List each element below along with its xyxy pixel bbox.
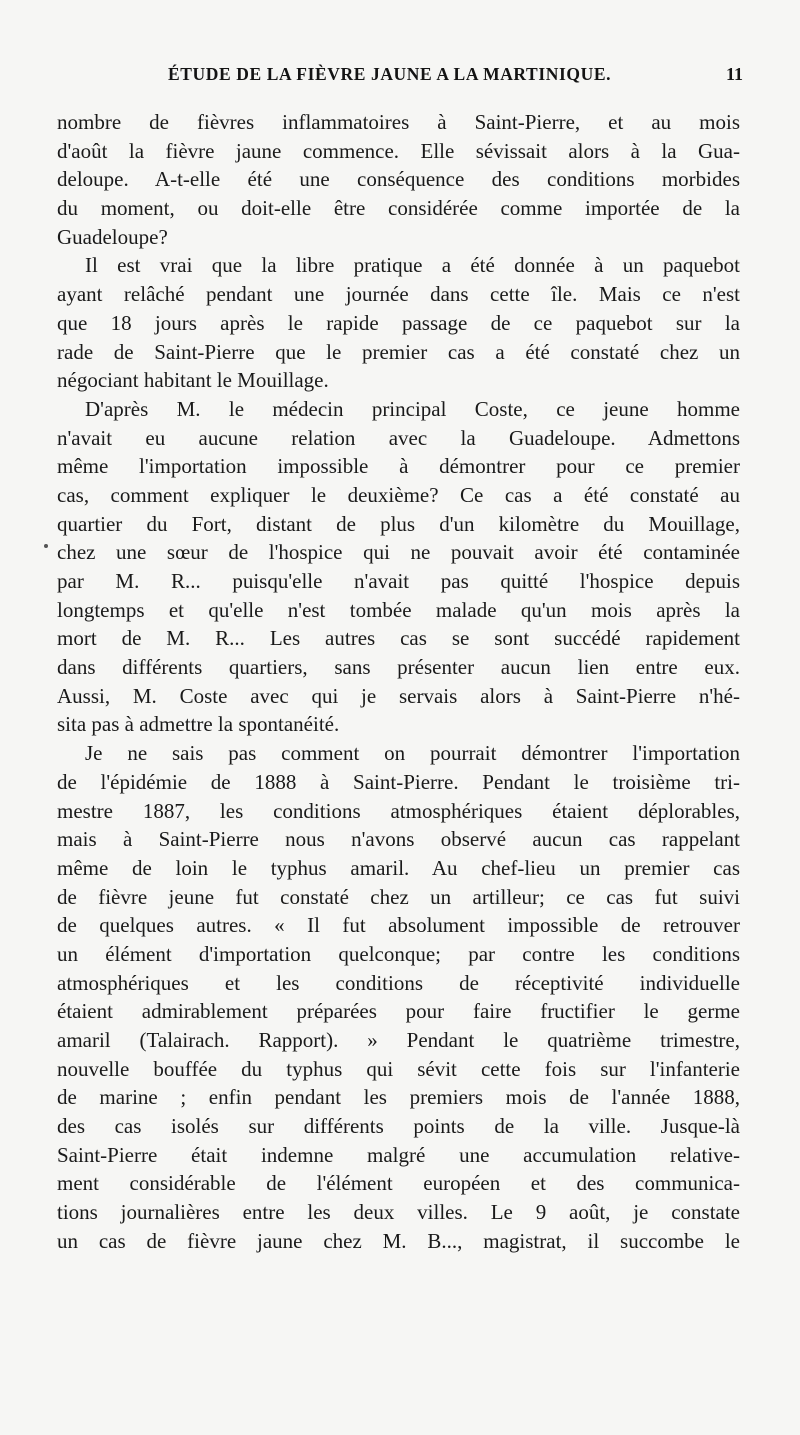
text-line: sita pas à admettre la spontanéité.: [57, 712, 340, 737]
text-line: n'avait eu aucune relation avec la Guadeloupe. Admettons: [57, 425, 740, 450]
text-line: Il est vrai que la libre pratique a été donnée à un paquebot: [85, 253, 740, 278]
text-line: de quelques autres. « Il fut absolument impossible de retrouver: [57, 913, 740, 938]
margin-mark: [44, 544, 48, 548]
text-line: mais à Saint-Pierre nous n'avons observé aucun cas rappelant: [57, 827, 740, 852]
running-header: [168, 64, 743, 90]
text-line: d'août la fièvre jaune commence. Elle sévissait alors à la Gua-: [57, 138, 740, 163]
text-line: Je ne sais pas comment on pourrait démontrer l'importation: [85, 741, 740, 766]
text-line: du moment, ou doit-elle être considérée comme importée de la: [57, 196, 740, 221]
page-number: 11: [725, 64, 743, 84]
text-line: longtemps et qu'elle n'est tombée malade qu'un mois après la: [57, 597, 740, 622]
text-line: étaient admirablement préparées pour faire fructifier le germe: [57, 999, 740, 1024]
text-line: deloupe. A-t-elle été une conséquence des conditions morbides: [57, 167, 740, 192]
text-line: cas, comment expliquer le deuxième? Ce cas a été constaté au: [57, 482, 740, 507]
text-line: chez une sœur de l'hospice qui ne pouvait avoir été contaminée: [57, 540, 740, 565]
text-line: ayant relâché pendant une journée dans cette île. Mais ce n'est: [57, 282, 740, 307]
text-line: un élément d'importation quelconque; par contre les conditions: [57, 941, 740, 966]
text-line: des cas isolés sur différents points de la ville. Jusque-là: [57, 1114, 740, 1139]
text-line: de marine ; enfin pendant les premiers mois de l'année 1888,: [57, 1085, 740, 1110]
text-line: rade de Saint-Pierre que le premier cas a été constaté chez un: [57, 339, 740, 364]
text-line: Aussi, M. Coste avec qui je servais alors à Saint-Pierre n'hé-: [57, 683, 740, 708]
text-line: nombre de fièvres inflammatoires à Saint-Pierre, et au mois: [57, 110, 740, 134]
running-title: ÉTUDE DE LA FIÈVRE JAUNE A LA MARTINIQUE.: [168, 64, 612, 84]
body-text: [57, 108, 740, 1256]
text-line: que 18 jours après le rapide passage de ce paquebot sur la: [57, 310, 740, 335]
text-line: de l'épidémie de 1888 à Saint-Pierre. Pendant le troisième tri-: [57, 769, 740, 794]
text-line: tions journalières entre les deux villes. Le 9 août, je constate: [57, 1200, 740, 1225]
text-line: Saint-Pierre était indemne malgré une accumulation relative-: [57, 1142, 740, 1167]
text-line: même l'importation impossible à démontrer pour ce premier: [57, 454, 740, 479]
text-line: quartier du Fort, distant de plus d'un kilomètre du Mouillage,: [57, 511, 740, 536]
text-line: par M. R... puisqu'elle n'avait pas quitté l'hospice depuis: [57, 569, 740, 593]
text-line: un cas de fièvre jaune chez M. B..., magistrat, il succombe le: [57, 1228, 740, 1253]
text-line: D'après M. le médecin principal Coste, ce jeune homme: [85, 396, 740, 421]
text-line: mestre 1887, les conditions atmosphériques étaient déplorables,: [57, 798, 740, 823]
text-line: Guadeloupe?: [57, 224, 168, 249]
text-line: atmosphériques et les conditions de réceptivité individuelle: [57, 970, 740, 995]
text-line: négociant habitant le Mouillage.: [57, 368, 329, 393]
text-line: dans différents quartiers, sans présenter aucun lien entre eux.: [57, 655, 740, 680]
text-line: ment considérable de l'élément européen et des communica-: [57, 1171, 740, 1196]
text-line: nouvelle bouffée du typhus qui sévit cette fois sur l'infanterie: [57, 1056, 740, 1081]
text-line: amaril (Talairach. Rapport). » Pendant le quatrième trimestre,: [57, 1028, 740, 1052]
text-line: mort de M. R... Les autres cas se sont succédé rapidement: [57, 626, 740, 651]
text-line: même de loin le typhus amaril. Au chef-lieu un premier cas: [57, 855, 740, 880]
text-line: de fièvre jeune fut constaté chez un artilleur; ce cas fut suivi: [57, 884, 740, 909]
